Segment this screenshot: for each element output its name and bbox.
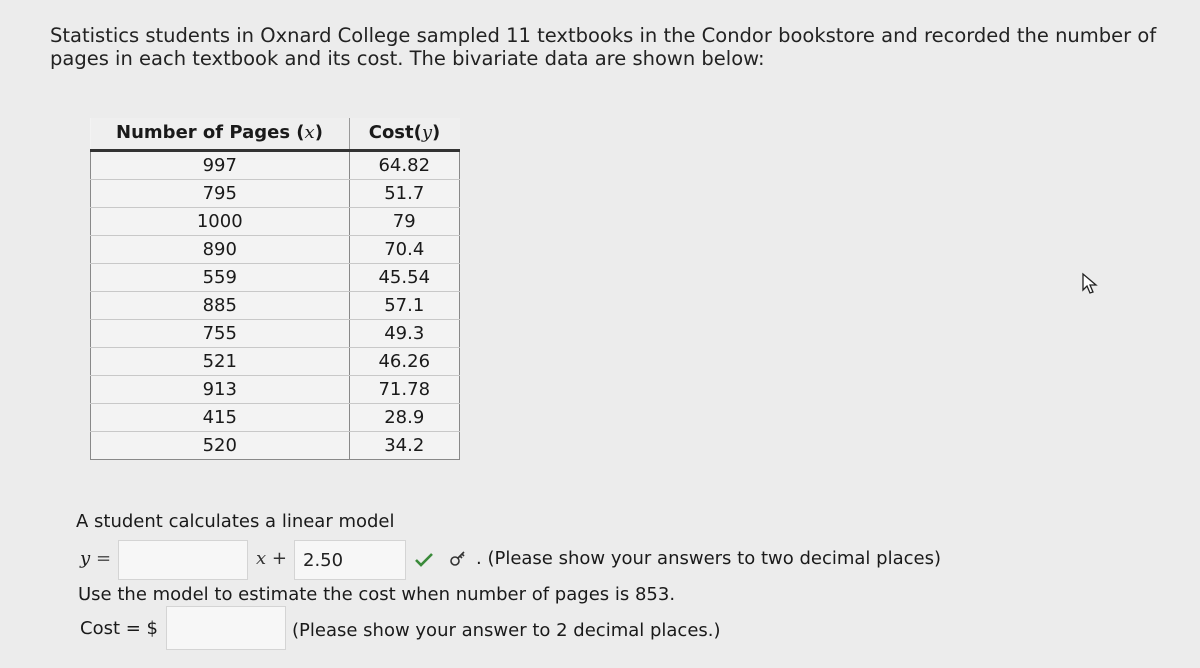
pages-cell: 559 [91,264,350,292]
model-lead: A student calculates a linear model [76,511,395,532]
mouse-pointer-icon [1080,272,1100,300]
cost-cell: 70.4 [349,236,460,264]
table-row [91,180,460,208]
intercept-input[interactable] [294,540,406,580]
pages-cell: 795 [91,180,350,208]
pages-cell: 415 [91,404,350,432]
table-row [91,151,460,180]
cost-label: Cost = $ [80,618,158,639]
equation-y-var: y [80,548,91,569]
cost-input[interactable] [166,606,286,650]
pages-cell: 755 [91,320,350,348]
table-row [91,432,460,460]
pages-cell: 890 [91,236,350,264]
checkmark-icon [414,552,434,573]
problem-intro: Statistics students in Oxnard College sampled 11 textbooks in the Condor bookstore and recorded the number of pages in each textbook and its cost. The bivariate data are shown below: [50,24,1157,70]
decimal-hint: . (Please show your answers to two decimal places) [476,548,941,569]
table-row [91,208,460,236]
cost-cell: 45.54 [349,264,460,292]
key-icon[interactable] [448,549,468,574]
pages-cell: 521 [91,348,350,376]
data-table [90,118,460,460]
header-cost [349,118,460,151]
equation-equals: = [96,548,112,569]
table-row [91,404,460,432]
table-row [91,236,460,264]
cost-cell: 57.1 [349,292,460,320]
table-body [91,151,460,460]
header-pages-label: Number of Pages ( [116,122,305,143]
cost-cell: 79 [349,208,460,236]
cost-cell: 34.2 [349,432,460,460]
cost-cell: 28.9 [349,404,460,432]
cost-cell: 64.82 [349,151,460,180]
cost-cell: 46.26 [349,348,460,376]
pages-cell: 520 [91,432,350,460]
cost-cell: 51.7 [349,180,460,208]
header-pages [91,118,350,151]
pages-cell: 997 [91,151,350,180]
header-y-var: y [421,122,433,143]
pages-cell: 1000 [91,208,350,236]
cost-cell: 71.78 [349,376,460,404]
slope-input[interactable] [118,540,248,580]
pages-cell: 885 [91,292,350,320]
header-cost-close: ) [432,122,441,143]
table-row [91,376,460,404]
pages-cell: 913 [91,376,350,404]
table-row [91,348,460,376]
cost-row [80,606,980,652]
table-row [91,264,460,292]
header-x-var: x [304,122,315,143]
estimate-question: Use the model to estimate the cost when number of pages is 853. [78,584,676,605]
table-row [91,320,460,348]
cost-hint: (Please show your answer to 2 decimal places.) [292,620,721,641]
header-pages-close: ) [314,122,323,143]
equation-x-term: x + [256,548,287,569]
equation-row [80,540,1080,580]
table-row [91,292,460,320]
cost-cell: 49.3 [349,320,460,348]
header-cost-label: Cost( [368,122,422,143]
table-header-row [91,118,460,151]
x-var: x [256,548,267,569]
